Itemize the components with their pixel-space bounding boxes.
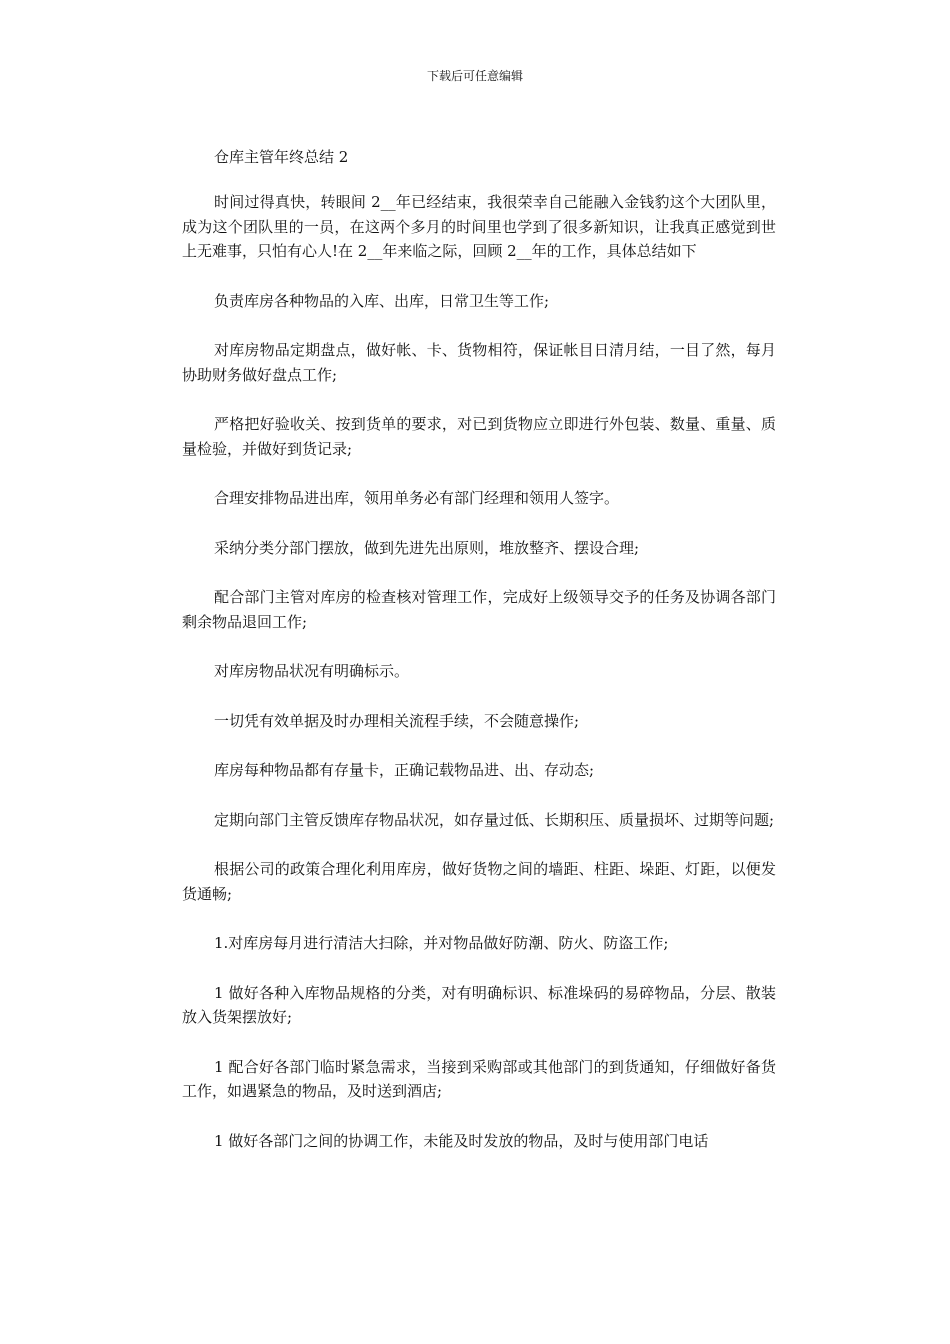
paragraph: 1.对库房每月进行清洁大扫除，并对物品做好防潮、防火、防盗工作; xyxy=(214,934,669,952)
paragraph: 1 做好各部门之间的协调工作，未能及时发放的物品，及时与使用部门电话 xyxy=(214,1131,709,1150)
paragraph: 对库房物品定期盘点，做好帐、卡、货物相符，保证帐目日清月结，一目了然，每月协助财务做好盘点工作; xyxy=(182,341,776,384)
download-note: 下载后可任意编辑 xyxy=(426,69,523,83)
paragraph: 一切凭有效单据及时办理相关流程手续，不会随意操作; xyxy=(214,711,580,730)
document-body xyxy=(182,145,776,1178)
paragraph: 对库房物品状况有明确标示。 xyxy=(214,662,410,680)
paragraph: 严格把好验收关、按到货单的要求，对已到货物应立即进行外包装、数量、重量、质量检验，并做好到货记录; xyxy=(182,415,776,458)
paragraph-intro: 时间过得真快，转眼间 2__年已经结束，我很荣幸自己能融入金钱豹这个大团队里，成为这个团队里的一员，在这两个多月的时间里也学到了很多新知识，让我真正感觉到世上无难事，只怕有心人!在 2__年来临之际，回顾 2__年的工作，具体总结如下 xyxy=(182,193,776,260)
paragraph: 库房每种物品都有存量卡，正确记载物品进、出、存动态; xyxy=(214,761,595,779)
document-title: 仓库主管年终总结 2 xyxy=(214,148,349,166)
paragraph: 合理安排物品进出库，领用单务必有部门经理和领用人签字。 xyxy=(214,489,620,507)
paragraph: 1 配合好各部门临时紧急需求，当接到采购部或其他部门的到货通知，仔细做好备货工作，如遇紧急的物品，及时送到酒店; xyxy=(182,1057,776,1100)
paragraph: 采纳分类分部门摆放，做到先进先出原则，堆放整齐、摆设合理; xyxy=(214,538,640,557)
paragraph: 定期向部门主管反馈库存物品状况，如存量过低、长期积压、质量损坏、过期等问题; xyxy=(214,810,775,829)
paragraph: 配合部门主管对库房的检查核对管理工作，完成好上级领导交予的任务及协调各部门剩余物品退回工作; xyxy=(182,588,776,631)
paragraph: 根据公司的政策合理化利用库房，做好货物之间的墙距、柱距、垛距、灯距，以便发货通畅; xyxy=(182,860,776,903)
paragraph: 1 做好各种入库物品规格的分类，对有明确标识、标准垛码的易碎物品，分层、散装放入货架摆放好; xyxy=(182,983,776,1026)
paragraph: 负责库房各种物品的入库、出库，日常卫生等工作; xyxy=(214,291,550,310)
